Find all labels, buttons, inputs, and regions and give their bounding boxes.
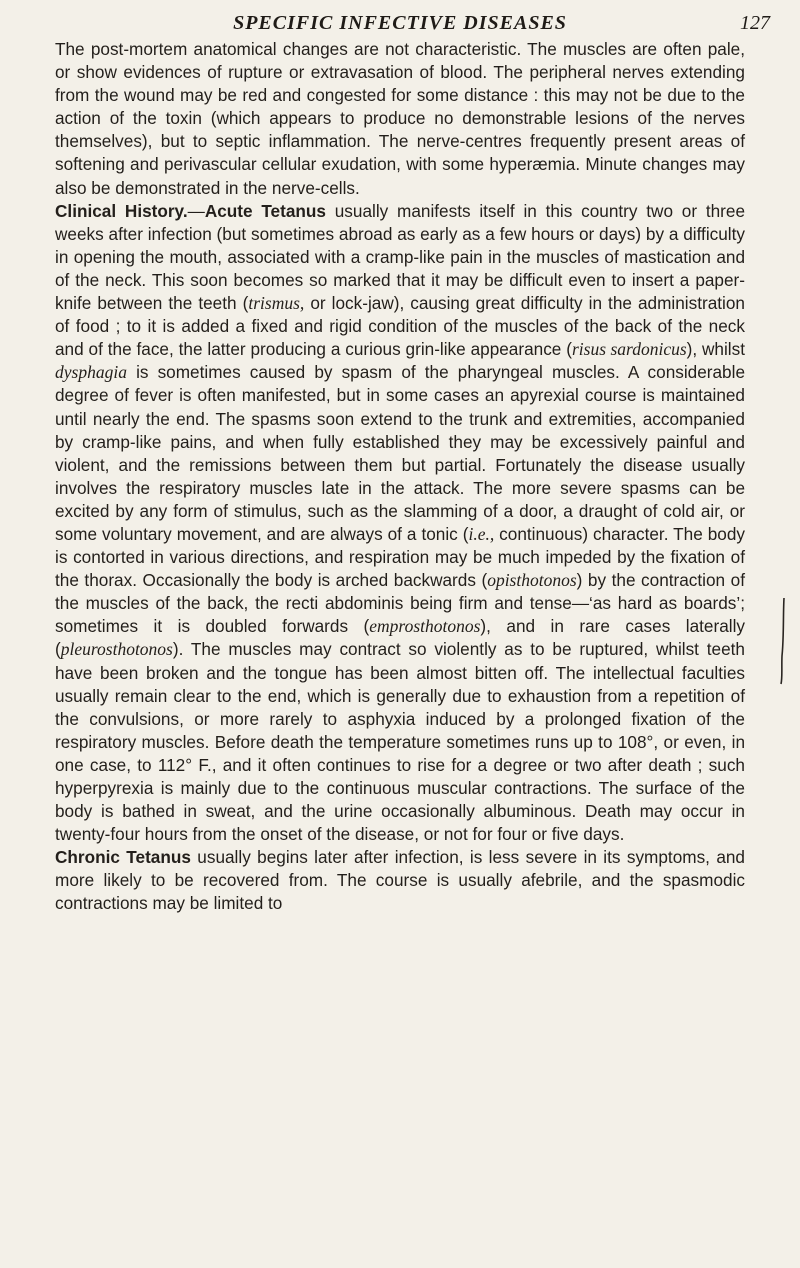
page-number: 127 — [740, 12, 770, 34]
term-opisthotonos: opisthotonos — [487, 570, 577, 591]
term-ie: i.e., — [468, 523, 495, 544]
running-title: SPECIFIC INFECTIVE DISEASES — [233, 12, 567, 34]
term-risus-sardonicus: risus sardonicus — [571, 339, 687, 360]
paragraph-chronic-tetanus — [55, 846, 745, 915]
heading-dash: — — [187, 200, 205, 221]
text-run: continuous) character. The body is contorted in various directions, and respiration may be much impeded by the fixation of the thorax. Occasionally the body is arched backwards ( — [55, 523, 745, 591]
term-dysphagia: dysphagia — [55, 362, 127, 383]
paragraph-clinical-history — [55, 200, 745, 847]
margin-pencil-mark — [780, 596, 786, 686]
paragraph-post-mortem: The post-mortem anatomical changes are not characteristic. The muscles are often pale, or show evidences of rupture or extravasation of blood. The peripheral nerves extending from the wound may be red and congested for some distance : this may not be due to the action of the toxin (which appears to produce no demonstrable lesions of the nerves themselves), but to septic inflammation. The nerve-centres frequently present areas of softening and perivascular cellular exudation, with some hyperæmia. Minute changes may also be demonstrated in the nerve-cells. — [55, 39, 745, 198]
section-heading-clinical-history: Clinical History. — [55, 200, 188, 221]
text-run: ), whilst — [686, 339, 745, 360]
text-run: ). The muscles may contract so violently as to be ruptured, whilst teeth have been broken and the tongue has been almost bitten off. The intellectual faculties usually remain clear to the end, which is generally due to exhaustion from a repetition of the convulsions, or more rarely to asphyxia induced by a prolonged fixation of the respiratory muscles. Before death the temperature sometimes runs up to 108°, or even, in one case, to 112° F., and it often continues to rise for a degree or two after death ; such hyperpyrexia is mainly due to the continuous muscular contractions. The surface of the body is bathed in sweat, and the urine occasionally albuminous. Death may occur in twenty-four hours from the onset of the disease, or not for four or five days. — [55, 639, 745, 845]
subheading-chronic-tetanus: Chronic Tetanus — [55, 847, 191, 868]
term-pleurosthotonos: pleurosthotonos — [60, 639, 173, 660]
subheading-acute-tetanus: Acute Tetanus — [204, 200, 326, 221]
text-run: or lock-jaw), causing great difficulty in the administration of food ; to it is added a fixed and rigid condition of the muscles of the back of the neck and of the face, the latter producing a curious grin-like appearance ( — [55, 293, 745, 360]
term-trismus: trismus, — [248, 293, 305, 314]
text-run: usually begins later after infection, is less severe in its symptoms, and more likely to be recovered from. The course is usually afebrile, and the spasmodic contractions may be limited to — [55, 847, 745, 914]
text-run: is sometimes caused by spasm of the pharyngeal muscles. A considerable degree of fever is often manifested, but in some cases an apyrexial course is maintained until nearly the end. The spasms soon extend to the trunk and extremities, accompanied by cramp-like pains, and when fully established they may be excessively painful and violent, and the remissions between them but partial. Fortunately the disease usually involves the respiratory muscles late in the attack. The more severe spasms can be excited by any form of stimulus, such as the slamming of a door, a draught of cold air, or some voluntary movement, and are always of a tonic ( — [55, 362, 745, 544]
text-run: usually manifests itself in this country two or three weeks after infection (but sometimes abroad as early as a few hours or days) by a difficulty in opening the mouth, associated with a cramp-like pain in the muscles of mastication and of the neck. This soon becomes so marked that it may be difficult even to insert a paper-knife between the teeth ( — [55, 200, 746, 314]
text-run: ) by the contraction of the muscles of the back, the recti abdominis being firm and tense—‘as hard as boards’; sometimes it is doubled forwards ( — [55, 570, 745, 637]
body-text — [55, 38, 745, 916]
term-emprosthotonos: emprosthotonos — [369, 616, 481, 637]
text-run: ), and in rare cases laterally ( — [55, 616, 746, 660]
